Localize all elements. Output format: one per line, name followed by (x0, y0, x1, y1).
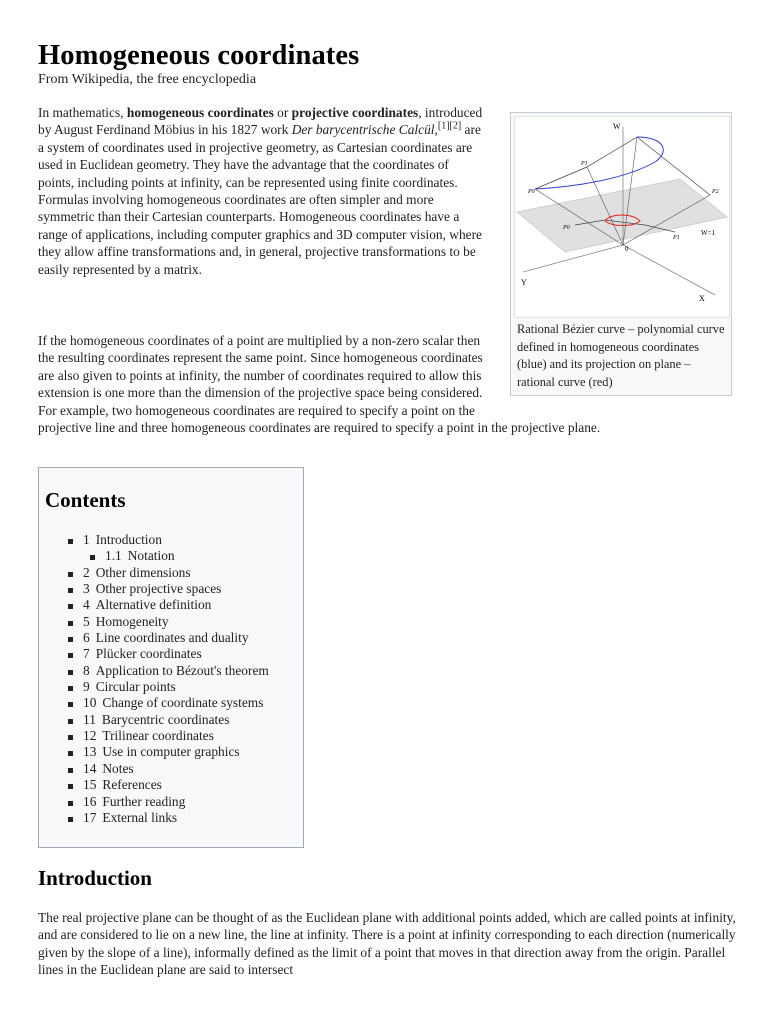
term-projective-coordinates: projective coordinates (291, 105, 419, 120)
toc-title: Contents (45, 488, 126, 512)
toc-item-trilinear[interactable]: 12 Trilinear coordinates (67, 728, 269, 744)
figure-thumbnail (510, 112, 732, 396)
point-p2-label: P2 (712, 189, 719, 195)
work-title: Der barycentrische Calcül (291, 122, 435, 138)
toc-item-further-reading[interactable]: 16 Further reading (67, 794, 269, 810)
projected-p0-label: P0 (563, 225, 570, 231)
toc-item-notes[interactable]: 14 Notes (67, 761, 269, 777)
toc-item-plucker-coordinates[interactable]: 7 Plücker coordinates (67, 646, 269, 662)
toc-item-change-of-coordinates[interactable]: 10 Change of coordinate systems (67, 695, 269, 711)
figure-caption: Rational Bézier curve – polynomial curve defined in homogeneous coordinates (blue) and its projection on plane – rational curve (red) (517, 322, 725, 389)
table-of-contents (38, 467, 304, 848)
point-p1-label: P1 (581, 161, 588, 167)
x-axis-label: X (699, 294, 705, 303)
toc-item-external-links[interactable]: 17 External links (67, 810, 269, 826)
point-p0-label: P0 (528, 189, 535, 195)
projected-p1-label: P1 (673, 235, 680, 241)
toc-item-other-dimensions[interactable]: 2 Other dimensions (67, 565, 269, 581)
toc-item-line-coordinates[interactable]: 6 Line coordinates and duality (67, 630, 269, 646)
w-axis-label: W (613, 122, 621, 131)
introduction-paragraph: The real projective plane can be thought of as the Euclidean plane with additional points added, which are called points at infinity, and are considered to lie on a new line, the line at infinity. There is a point at infinity corresponding to each direction (numerically given by the slope of a line), informally defined as the limit of a point that moves in that direction away from the origin. Parallel lines in the Euclidean plane are said to intersect (38, 910, 736, 978)
toc-item-homogeneity[interactable]: 5 Homogeneity (67, 614, 269, 630)
section-heading-introduction: Introduction (38, 866, 152, 890)
toc-item-notation[interactable]: 1.1 Notation (89, 548, 269, 564)
toc-item-computer-graphics[interactable]: 13 Use in computer graphics (67, 744, 269, 760)
toc-item-circular-points[interactable]: 9 Circular points (67, 679, 269, 695)
bezier-diagram-image[interactable] (514, 116, 730, 318)
bezier-diagram (515, 117, 729, 317)
toc-item-bezout[interactable]: 8 Application to Bézout's theorem (67, 663, 269, 679)
y-axis-label: Y (521, 278, 527, 287)
toc-item-alternative-definition[interactable]: 4 Alternative definition (67, 597, 269, 613)
toc-item-barycentric[interactable]: 11 Barycentric coordinates (67, 712, 269, 728)
lead-paragraph-1: In mathematics, homogeneous coordinates or projective coordinates, introduced by August Ferdinand Möbius in his 1827 work Der barycentrische Calcül,[1][2] are a system of coordinates used in projective geometry, as Cartesian coordinates are used in Euclidean geometry. They have the advantage that the coordinates of points, including points at infinity, can be represented using finite coordinates. Formulas involving homogeneous coordinates are often simpler and more symmetric than their Cartesian counterparts. Homogeneous coordinates have a range of applications, including computer graphics and 3D computer vision, where they allow affine transformations and, in general, projective transformations to be easily represented by a matrix. (38, 105, 483, 277)
toc-item-references[interactable]: 15 References (67, 777, 269, 793)
plane-label: W=1 (701, 229, 716, 237)
toc-item-other-projective-spaces[interactable]: 3 Other projective spaces (67, 581, 269, 597)
x-axis (623, 245, 715, 295)
term-homogeneous-coordinates: homogeneous coordinates (126, 105, 274, 120)
origin-label: 0 (625, 245, 629, 253)
ref: , (434, 122, 438, 138)
toc-list (67, 532, 269, 826)
citation-1[interactable]: [1] (437, 120, 450, 132)
citation-2[interactable]: [2] (449, 120, 462, 132)
page-title: Homogeneous coordinates (38, 40, 360, 71)
page-subtitle: From Wikipedia, the free encyclopedia (38, 72, 257, 87)
lead-paragraph-2: If the homogeneous coordinates of a point are multiplied by a non-zero scalar then the resulting coordinates represent the same point. Since homogeneous coordinates are also given to points at infinity, the number of coordinates required to allow this extension is one more than the dimension of the projective space being considered. For example, two homogeneous coordinates are required to specify a point on the projective line and three homogeneous coordinates are required to specify a point in the projective plane. (38, 332, 733, 436)
toc-item-introduction[interactable]: 1 Introduction (67, 532, 269, 548)
